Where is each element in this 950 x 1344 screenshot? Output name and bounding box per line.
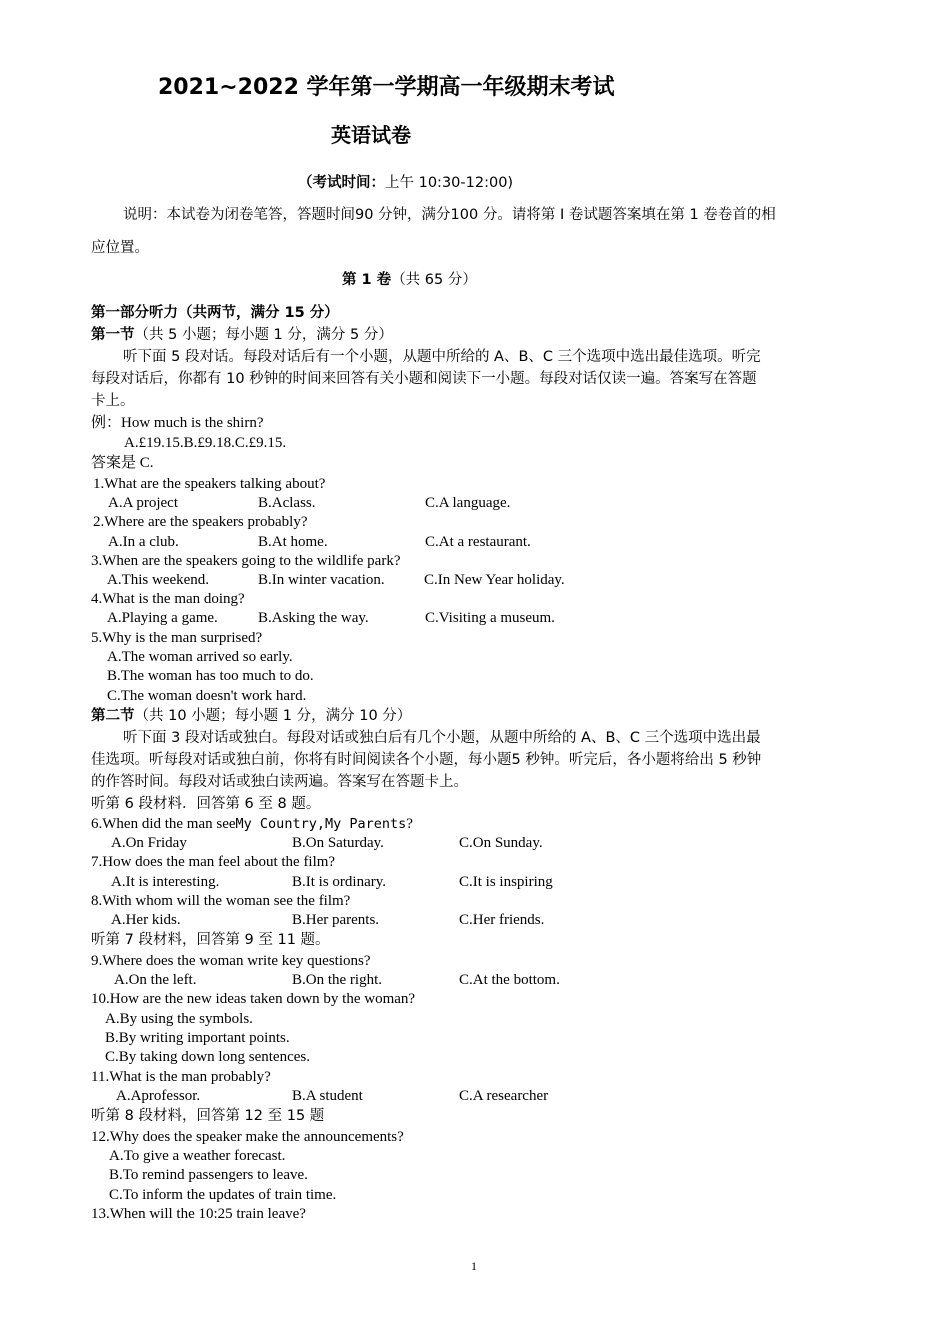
question-11: 11.What is the man probably? <box>91 1069 271 1085</box>
question-10-option-a: A.By using the symbols. <box>105 1011 253 1027</box>
question-10-option-b: B.By writing important points. <box>105 1030 290 1046</box>
question-4-option-a: A.Playing a game. <box>107 610 218 626</box>
exam-time-value: 上午 10:30-12:00) <box>385 175 514 191</box>
question-8-option-a: A.Her kids. <box>111 912 181 928</box>
question-1-option-a: A.A project <box>108 495 178 511</box>
question-2: 2.Where are the speakers probably? <box>93 514 308 530</box>
question-6 <box>91 815 413 834</box>
example-options: A.£19.15.B.£9.18.C.£9.15. <box>124 435 287 451</box>
question-6-text-pre: 6.When did the man see <box>91 816 236 832</box>
section2-instruction-line2: 佳选项。听每段对话或独白前，你将有时间阅读各个小题，每小题5 秒钟。听完后，各小题将给出 5 秒钟 <box>91 752 762 768</box>
section2-heading <box>91 707 411 726</box>
question-11-option-a: A.Aprofessor. <box>116 1088 201 1104</box>
question-5-option-b: B.The woman has too much to do. <box>107 668 314 684</box>
question-11-option-b: B.A student <box>292 1088 363 1104</box>
question-5-option-c: C.The woman doesn't work hard. <box>107 688 307 704</box>
question-2-option-a: A.In a club. <box>108 534 179 550</box>
section1-instruction-line1: 听下面 5 段对话。每段对话后有一个小题，从题中所给的 A、B、C 三个选项中选出最佳选项。听完 <box>123 349 761 365</box>
question-3-option-b: B.In winter vacation. <box>258 572 385 588</box>
question-12-option-b: B.To remind passengers to leave. <box>109 1167 308 1183</box>
material-8-heading: 听第 8 段材料，回答第 12 至 15 题 <box>91 1108 325 1124</box>
volume-heading-rest: （共 65 分） <box>391 272 477 288</box>
question-8: 8.With whom will the woman see the film? <box>91 893 351 909</box>
material-7-heading: 听第 7 段材料，回答第 9 至 11 题。 <box>91 932 330 948</box>
question-4-option-c: C.Visiting a museum. <box>425 610 555 626</box>
question-11-option-c: C.A researcher <box>459 1088 549 1104</box>
question-1-option-c: C.A language. <box>425 495 511 511</box>
question-7-option-c: C.It is inspiring <box>459 874 553 890</box>
question-7-option-b: B.It is ordinary. <box>292 874 387 890</box>
question-9-option-a: A.On the left. <box>114 972 197 988</box>
exam-subtitle: 英语试卷 <box>331 123 411 147</box>
exam-note-line1: 说明：本试卷为闭卷笔答，答题时间90 分钟，满分100 分。请将第 I 卷试题答案填在第 1 卷卷首的相 <box>123 207 776 223</box>
question-8-option-b: B.Her parents. <box>292 912 380 928</box>
question-7: 7.How does the man feel about the film? <box>91 854 336 870</box>
volume-heading-bold: 第 1 卷 <box>342 272 392 288</box>
question-9-option-c: C.At the bottom. <box>459 972 560 988</box>
page-number: 1 <box>471 1259 477 1273</box>
question-4-option-b: B.Asking the way. <box>258 610 369 626</box>
question-3-option-a: A.This weekend. <box>107 572 210 588</box>
exam-time <box>298 174 513 193</box>
question-6-option-c: C.On Sunday. <box>459 835 543 851</box>
question-1: 1.What are the speakers talking about? <box>93 476 326 492</box>
question-3-option-c: C.In New Year holiday. <box>424 572 565 588</box>
question-9-option-b: B.On the right. <box>292 972 382 988</box>
section1-heading <box>91 326 393 345</box>
volume-heading <box>342 271 477 290</box>
question-4: 4.What is the man doing? <box>91 591 245 607</box>
section1-heading-bold: 第一节 <box>91 327 135 343</box>
question-7-option-a: A.It is interesting. <box>111 874 220 890</box>
question-12-option-c: C.To inform the updates of train time. <box>109 1187 337 1203</box>
section1-heading-rest: （共 5 小题；每小题 1 分，满分 5 分） <box>134 327 393 343</box>
question-2-option-c: C.At a restaurant. <box>425 534 531 550</box>
question-12: 12.Why does the speaker make the announcements? <box>91 1129 404 1145</box>
example-answer: 答案是 C. <box>91 455 154 471</box>
section2-heading-rest: （共 10 小题；每小题 1 分，满分 10 分） <box>134 708 412 724</box>
question-6-option-a: A.On Friday <box>111 835 187 851</box>
exam-note-line2: 应位置。 <box>91 240 149 256</box>
question-3: 3.When are the speakers going to the wildlife park? <box>91 553 401 569</box>
section2-heading-bold: 第二节 <box>91 708 135 724</box>
question-10-option-c: C.By taking down long sentences. <box>105 1049 310 1065</box>
question-8-option-c: C.Her friends. <box>459 912 545 928</box>
exam-time-label: （考试时间： <box>298 175 385 191</box>
section1-instruction-line3: 卡上。 <box>91 393 135 409</box>
question-9: 9.Where does the woman write key questions? <box>91 953 371 969</box>
section2-instruction-line1: 听下面 3 段对话或独白。每段对话或独白后有几个小题，从题中所给的 A、B、C 三个选项中选出最 <box>123 730 761 746</box>
question-6-text-post: ? <box>406 816 413 832</box>
material-6-heading: 听第 6 段材料．回答第 6 至 8 题。 <box>91 796 321 812</box>
exam-title: 2021~2022 学年第一学期高一年级期末考试 <box>158 75 615 100</box>
question-12-option-a: A.To give a weather forecast. <box>109 1148 286 1164</box>
question-2-option-b: B.At home. <box>258 534 328 550</box>
question-5: 5.Why is the man surprised? <box>91 630 263 646</box>
example-question: 例：How much is the shirn? <box>91 415 264 431</box>
question-1-option-b: B.Aclass. <box>258 495 316 511</box>
section2-instruction-line3: 的作答时间。每段对话或独白读两遍。答案写在答题卡上。 <box>91 774 468 790</box>
question-13: 13.When will the 10:25 train leave? <box>91 1206 306 1222</box>
question-5-option-a: A.The woman arrived so early. <box>107 649 293 665</box>
question-6-film-title: My Country,My Parents <box>235 816 407 832</box>
section1-instruction-line2: 每段对话后，你都有 10 秒钟的时间来回答有关小题和阅读下一小题。每段对话仅读一遍。答案写在答题 <box>91 371 757 387</box>
part1-heading: 第一部分听力（共两节，满分 15 分） <box>91 305 339 321</box>
question-10: 10.How are the new ideas taken down by the woman? <box>91 991 416 1007</box>
question-6-option-b: B.On Saturday. <box>292 835 384 851</box>
